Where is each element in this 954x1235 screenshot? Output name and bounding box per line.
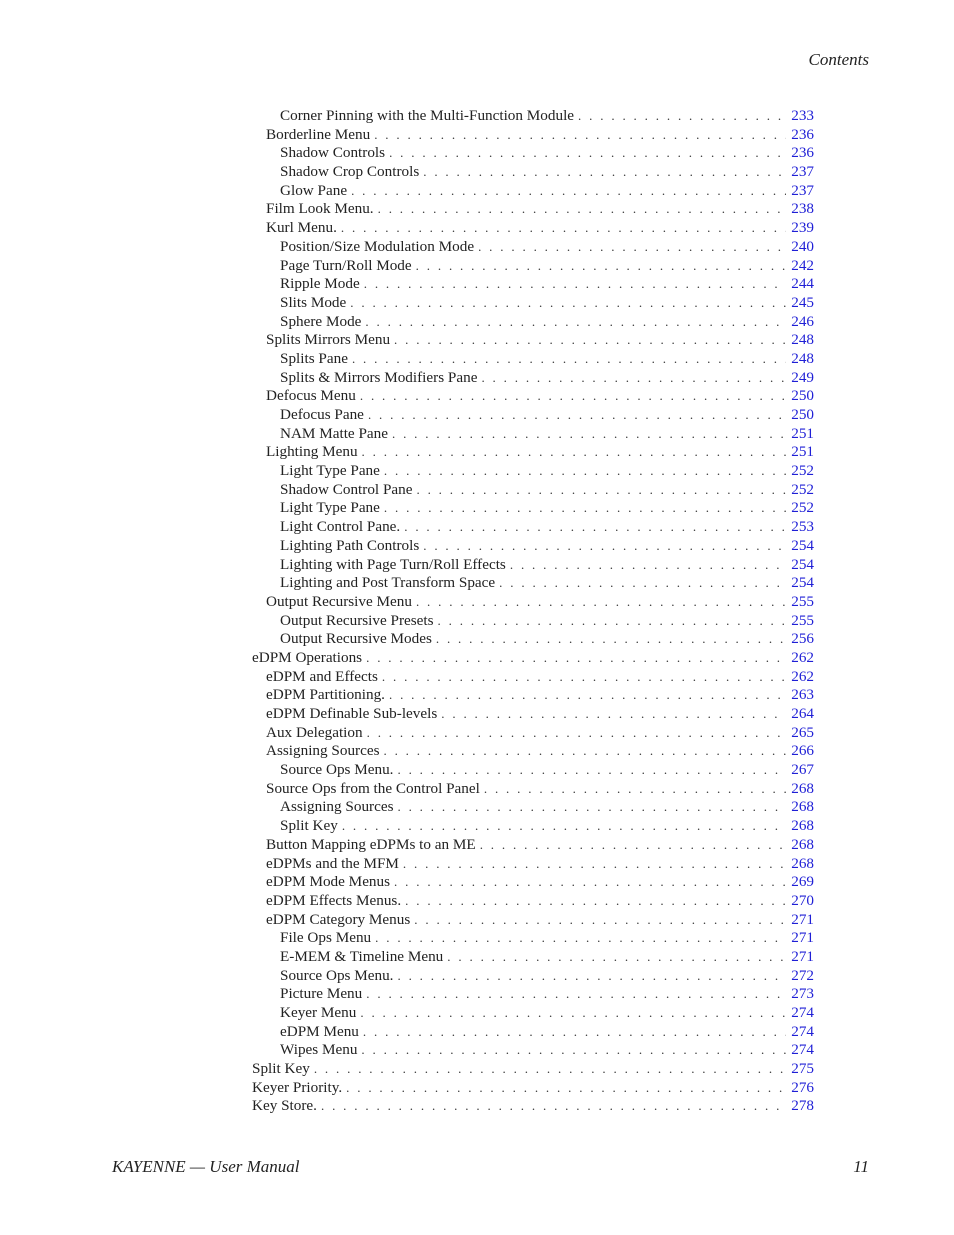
toc-dot-leader <box>384 499 786 518</box>
toc-dot-leader <box>436 630 786 649</box>
toc-entry-label: Source Ops Menu. <box>280 761 394 779</box>
footer-document-title: KAYENNE — User Manual <box>112 1157 300 1176</box>
toc-entry[interactable] <box>252 1060 814 1079</box>
toc-entry-label: Assigning Sources <box>266 742 380 760</box>
toc-entry-label: Splits Mirrors Menu <box>266 331 391 349</box>
toc-entry-label: Lighting Menu <box>266 443 358 461</box>
toc-entry[interactable] <box>252 873 814 892</box>
toc-page-link[interactable]: 254 <box>791 555 814 573</box>
toc-entry[interactable] <box>252 556 814 575</box>
toc-page-link[interactable]: 249 <box>791 368 814 386</box>
toc-entry[interactable] <box>252 126 814 145</box>
toc-entry[interactable] <box>252 537 814 556</box>
toc-entry-label: Keyer Menu <box>280 1004 357 1021</box>
toc-entry-label: Ripple Mode <box>280 275 360 293</box>
toc-entry[interactable] <box>252 200 814 219</box>
toc-entry[interactable] <box>252 481 814 500</box>
toc-page-link[interactable]: 263 <box>791 686 814 704</box>
toc-entry[interactable] <box>252 742 814 761</box>
toc-page-link[interactable]: 242 <box>791 256 814 274</box>
toc-page-link[interactable]: 268 <box>791 779 814 797</box>
toc-page-link[interactable]: 271 <box>791 910 814 928</box>
toc-page-link[interactable]: 239 <box>791 219 814 237</box>
toc-entry-label: Light Control Pane. <box>280 518 401 536</box>
toc-entry[interactable] <box>252 705 814 724</box>
toc-page-link[interactable]: 236 <box>791 144 814 162</box>
toc-entry-label: Assigning Sources <box>280 798 394 816</box>
toc-dot-leader <box>405 892 786 911</box>
toc-dot-leader <box>447 948 786 967</box>
toc-page-link[interactable]: 244 <box>791 275 814 293</box>
toc-page-link[interactable]: 251 <box>791 424 814 442</box>
toc-entry[interactable] <box>252 574 814 593</box>
toc-entry-label: eDPM Definable Sub-levels <box>266 705 438 722</box>
footer-page-number: 11 <box>853 1157 869 1176</box>
toc-entry-label: Defocus Pane <box>280 406 364 423</box>
toc-entry[interactable] <box>252 107 814 126</box>
toc-entry-label: Source Ops Menu. <box>280 966 394 984</box>
toc-entry-label: eDPMs and the MFM <box>266 854 399 872</box>
toc-page-link[interactable]: 245 <box>791 293 814 311</box>
toc-dot-leader <box>366 985 786 1004</box>
toc-entry[interactable] <box>252 144 814 163</box>
toc-entry[interactable] <box>252 294 814 313</box>
toc-dot-leader <box>404 518 786 537</box>
toc-page-link[interactable]: 250 <box>791 387 814 405</box>
toc-dot-leader <box>394 873 786 892</box>
toc-entry-label: Splits Pane <box>280 349 348 367</box>
toc-page-link[interactable]: 237 <box>791 181 814 199</box>
toc-page-link[interactable]: 262 <box>791 667 814 685</box>
toc-page-link[interactable]: 275 <box>791 1060 814 1078</box>
toc-dot-leader <box>378 200 786 219</box>
toc-dot-leader <box>362 443 786 462</box>
toc-page-link[interactable]: 262 <box>791 648 814 666</box>
toc-entry[interactable] <box>252 817 814 836</box>
toc-page-link[interactable]: 254 <box>791 574 814 592</box>
toc-entry-label: eDPM Category Menus <box>266 910 411 928</box>
toc-dot-leader <box>360 387 786 406</box>
toc-page-link[interactable]: 240 <box>791 237 814 255</box>
toc-entry[interactable] <box>252 387 814 406</box>
toc-page-link[interactable]: 276 <box>791 1078 814 1096</box>
toc-page-link[interactable]: 248 <box>791 349 814 367</box>
toc-entry[interactable] <box>252 406 814 425</box>
toc-entry-label: Split Key <box>252 1060 310 1078</box>
toc-dot-leader <box>394 331 786 350</box>
toc-dot-leader <box>416 257 786 276</box>
toc-entry-label: Picture Menu <box>280 985 363 1003</box>
toc-dot-leader <box>478 238 786 257</box>
toc-page-link[interactable]: 278 <box>791 1097 814 1115</box>
toc-page-link[interactable]: 267 <box>791 761 814 779</box>
toc-entry[interactable] <box>252 892 814 911</box>
toc-entry[interactable] <box>252 518 814 537</box>
toc-page-link[interactable]: 256 <box>791 630 814 648</box>
toc-dot-leader <box>403 855 786 874</box>
toc-dot-leader <box>363 1023 786 1042</box>
toc-entry-label: Wipes Menu <box>280 1041 358 1059</box>
toc-dot-leader <box>384 462 786 481</box>
toc-entry-label: E-MEM & Timeline Menu <box>280 947 444 965</box>
toc-entry[interactable] <box>252 238 814 257</box>
toc-dot-leader <box>392 425 786 444</box>
toc-page-link[interactable]: 274 <box>791 1041 814 1059</box>
toc-entry-label: Shadow Control Pane <box>280 480 413 498</box>
toc-page-link[interactable]: 270 <box>791 891 814 909</box>
toc-dot-leader <box>366 649 786 668</box>
toc-page-link[interactable]: 251 <box>791 443 814 461</box>
toc-entry-label: Keyer Priority. <box>252 1078 343 1096</box>
toc-dot-leader <box>360 1004 786 1023</box>
toc-dot-leader <box>578 107 786 126</box>
toc-entry[interactable] <box>252 593 814 612</box>
toc-dot-leader <box>365 313 786 332</box>
table-of-contents <box>252 107 814 1116</box>
toc-dot-leader <box>361 1041 786 1060</box>
toc-page-link[interactable]: 264 <box>791 705 814 722</box>
toc-entry-label: Output Recursive Menu <box>266 592 412 610</box>
toc-entry[interactable] <box>252 1079 814 1098</box>
toc-page-link[interactable]: 246 <box>791 312 814 330</box>
toc-entry[interactable] <box>252 761 814 780</box>
toc-dot-leader <box>499 574 786 593</box>
toc-entry-label: Kurl Menu. <box>266 219 337 237</box>
toc-entry[interactable] <box>252 967 814 986</box>
toc-dot-leader <box>481 369 786 388</box>
toc-entry-label: Defocus Menu <box>266 387 356 405</box>
toc-entry-label: Button Mapping eDPMs to an ME <box>266 835 476 853</box>
toc-page-link[interactable]: 252 <box>791 480 814 498</box>
toc-page-link[interactable]: 265 <box>791 723 814 741</box>
toc-entry[interactable] <box>252 630 814 649</box>
toc-page-link[interactable]: 266 <box>791 742 814 760</box>
toc-entry[interactable] <box>252 668 814 687</box>
toc-dot-leader <box>350 294 786 313</box>
toc-dot-leader <box>382 668 786 687</box>
toc-entry[interactable] <box>252 836 814 855</box>
toc-page-link[interactable]: 269 <box>791 873 814 891</box>
toc-entry[interactable] <box>252 1023 814 1042</box>
toc-entry-label: Aux Delegation <box>266 723 363 741</box>
toc-entry-label: Key Store. <box>252 1097 317 1115</box>
toc-entry[interactable] <box>252 331 814 350</box>
toc-entry-label: NAM Matte Pane <box>280 424 388 442</box>
toc-page-link[interactable]: 248 <box>791 331 814 349</box>
toc-entry-label: Sphere Mode <box>280 312 362 330</box>
toc-entry[interactable] <box>252 219 814 238</box>
toc-entry-label: Shadow Crop Controls <box>280 163 420 181</box>
toc-entry-label: eDPM Mode Menus <box>266 873 391 891</box>
toc-entry[interactable] <box>252 911 814 930</box>
toc-entry-label: Corner Pinning with the Multi-Function Module <box>280 107 575 124</box>
toc-entry-label: Source Ops from the Control Panel <box>266 779 480 797</box>
toc-entry-label: Lighting Path Controls <box>280 536 420 554</box>
toc-entry[interactable] <box>252 369 814 388</box>
toc-dot-leader <box>375 929 786 948</box>
toc-entry[interactable] <box>252 649 814 668</box>
toc-entry[interactable] <box>252 499 814 518</box>
toc-dot-leader <box>484 780 786 799</box>
toc-entry[interactable] <box>252 163 814 182</box>
toc-entry[interactable] <box>252 686 814 705</box>
toc-page-link[interactable]: 250 <box>791 406 814 423</box>
toc-entry[interactable] <box>252 929 814 948</box>
toc-entry[interactable] <box>252 443 814 462</box>
toc-dot-leader <box>342 817 786 836</box>
toc-page-link[interactable]: 271 <box>791 929 814 947</box>
toc-dot-leader <box>368 406 786 425</box>
toc-entry[interactable] <box>252 1004 814 1023</box>
toc-page-link[interactable]: 238 <box>791 200 814 218</box>
toc-page-link[interactable]: 268 <box>791 835 814 853</box>
page-header-title: Contents <box>808 50 869 69</box>
toc-dot-leader <box>389 144 786 163</box>
toc-entry[interactable] <box>252 350 814 369</box>
toc-entry[interactable] <box>252 1041 814 1060</box>
toc-dot-leader <box>352 350 786 369</box>
toc-page-link[interactable]: 252 <box>791 462 814 480</box>
toc-dot-leader <box>314 1060 786 1079</box>
toc-entry-label: File Ops Menu <box>280 929 372 947</box>
toc-entry-label: Lighting with Page Turn/Roll Effects <box>280 555 506 573</box>
toc-page-link[interactable]: 274 <box>791 1004 814 1021</box>
toc-entry[interactable] <box>252 1097 814 1116</box>
toc-entry[interactable] <box>252 724 814 743</box>
toc-page-link[interactable]: 253 <box>791 518 814 536</box>
toc-entry-label: Light Type Pane <box>280 499 380 517</box>
toc-dot-leader <box>397 798 786 817</box>
toc-dot-leader <box>416 481 786 500</box>
toc-dot-leader <box>480 836 786 855</box>
toc-entry-label: Output Recursive Modes <box>280 630 432 648</box>
toc-dot-leader <box>423 537 786 556</box>
toc-entry-label: eDPM Effects Menus. <box>266 891 402 909</box>
toc-page-link[interactable]: 233 <box>791 107 814 124</box>
toc-dot-leader <box>416 593 786 612</box>
toc-page-link[interactable]: 255 <box>791 592 814 610</box>
toc-dot-leader <box>441 705 786 724</box>
toc-dot-leader <box>364 275 786 294</box>
toc-entry-label: Shadow Controls <box>280 144 386 162</box>
toc-dot-leader <box>383 742 786 761</box>
toc-page-link[interactable]: 255 <box>791 611 814 629</box>
toc-entry-label: Output Recursive Presets <box>280 611 434 629</box>
toc-page-link[interactable]: 268 <box>791 798 814 816</box>
toc-dot-leader <box>321 1097 786 1116</box>
toc-entry-label: Position/Size Modulation Mode <box>280 237 475 255</box>
toc-page-link[interactable]: 272 <box>791 966 814 984</box>
toc-dot-leader <box>389 686 786 705</box>
toc-page-link[interactable]: 274 <box>791 1022 814 1040</box>
toc-dot-leader <box>423 163 786 182</box>
toc-page-link[interactable]: 273 <box>791 985 814 1003</box>
toc-entry[interactable] <box>252 798 814 817</box>
toc-page-link[interactable]: 237 <box>791 163 814 181</box>
toc-entry[interactable] <box>252 425 814 444</box>
toc-entry-label: Splits & Mirrors Modifiers Pane <box>280 368 478 386</box>
toc-entry[interactable] <box>252 855 814 874</box>
toc-dot-leader <box>341 219 786 238</box>
toc-entry[interactable] <box>252 985 814 1004</box>
toc-entry-label: Borderline Menu <box>266 125 371 143</box>
toc-entry[interactable] <box>252 948 814 967</box>
toc-dot-leader <box>351 182 786 201</box>
toc-dot-leader <box>346 1079 786 1098</box>
toc-dot-leader <box>397 761 786 780</box>
toc-entry-label: eDPM Partitioning. <box>266 686 385 704</box>
toc-dot-leader <box>438 612 786 631</box>
toc-entry[interactable] <box>252 275 814 294</box>
toc-entry-label: eDPM Operations <box>252 648 363 666</box>
toc-dot-leader <box>510 556 786 575</box>
toc-entry-label: Split Key <box>280 817 338 835</box>
toc-page-link[interactable]: 252 <box>791 499 814 517</box>
toc-page-link[interactable]: 271 <box>791 947 814 965</box>
toc-entry[interactable] <box>252 780 814 799</box>
toc-dot-leader <box>414 911 786 930</box>
toc-entry-label: eDPM Menu <box>280 1022 359 1040</box>
toc-entry-label: Slits Mode <box>280 293 347 311</box>
toc-entry-label: eDPM and Effects <box>266 667 378 685</box>
toc-entry[interactable] <box>252 182 814 201</box>
toc-dot-leader <box>397 967 786 986</box>
toc-page-link[interactable]: 236 <box>791 125 814 143</box>
toc-dot-leader <box>367 724 786 743</box>
toc-page-link[interactable]: 268 <box>791 817 814 835</box>
toc-entry-label: Page Turn/Roll Mode <box>280 256 412 274</box>
toc-entry[interactable] <box>252 313 814 332</box>
toc-page-link[interactable]: 254 <box>791 536 814 554</box>
toc-page-link[interactable]: 268 <box>791 854 814 872</box>
toc-entry-label: Glow Pane <box>280 181 348 199</box>
toc-entry-label: Lighting and Post Transform Space <box>280 574 496 592</box>
toc-entry-label: Light Type Pane <box>280 462 380 480</box>
toc-entry-label: Film Look Menu. <box>266 200 374 218</box>
toc-dot-leader <box>374 126 786 145</box>
toc-entry[interactable] <box>252 257 814 276</box>
toc-entry[interactable] <box>252 612 814 631</box>
toc-entry[interactable] <box>252 462 814 481</box>
